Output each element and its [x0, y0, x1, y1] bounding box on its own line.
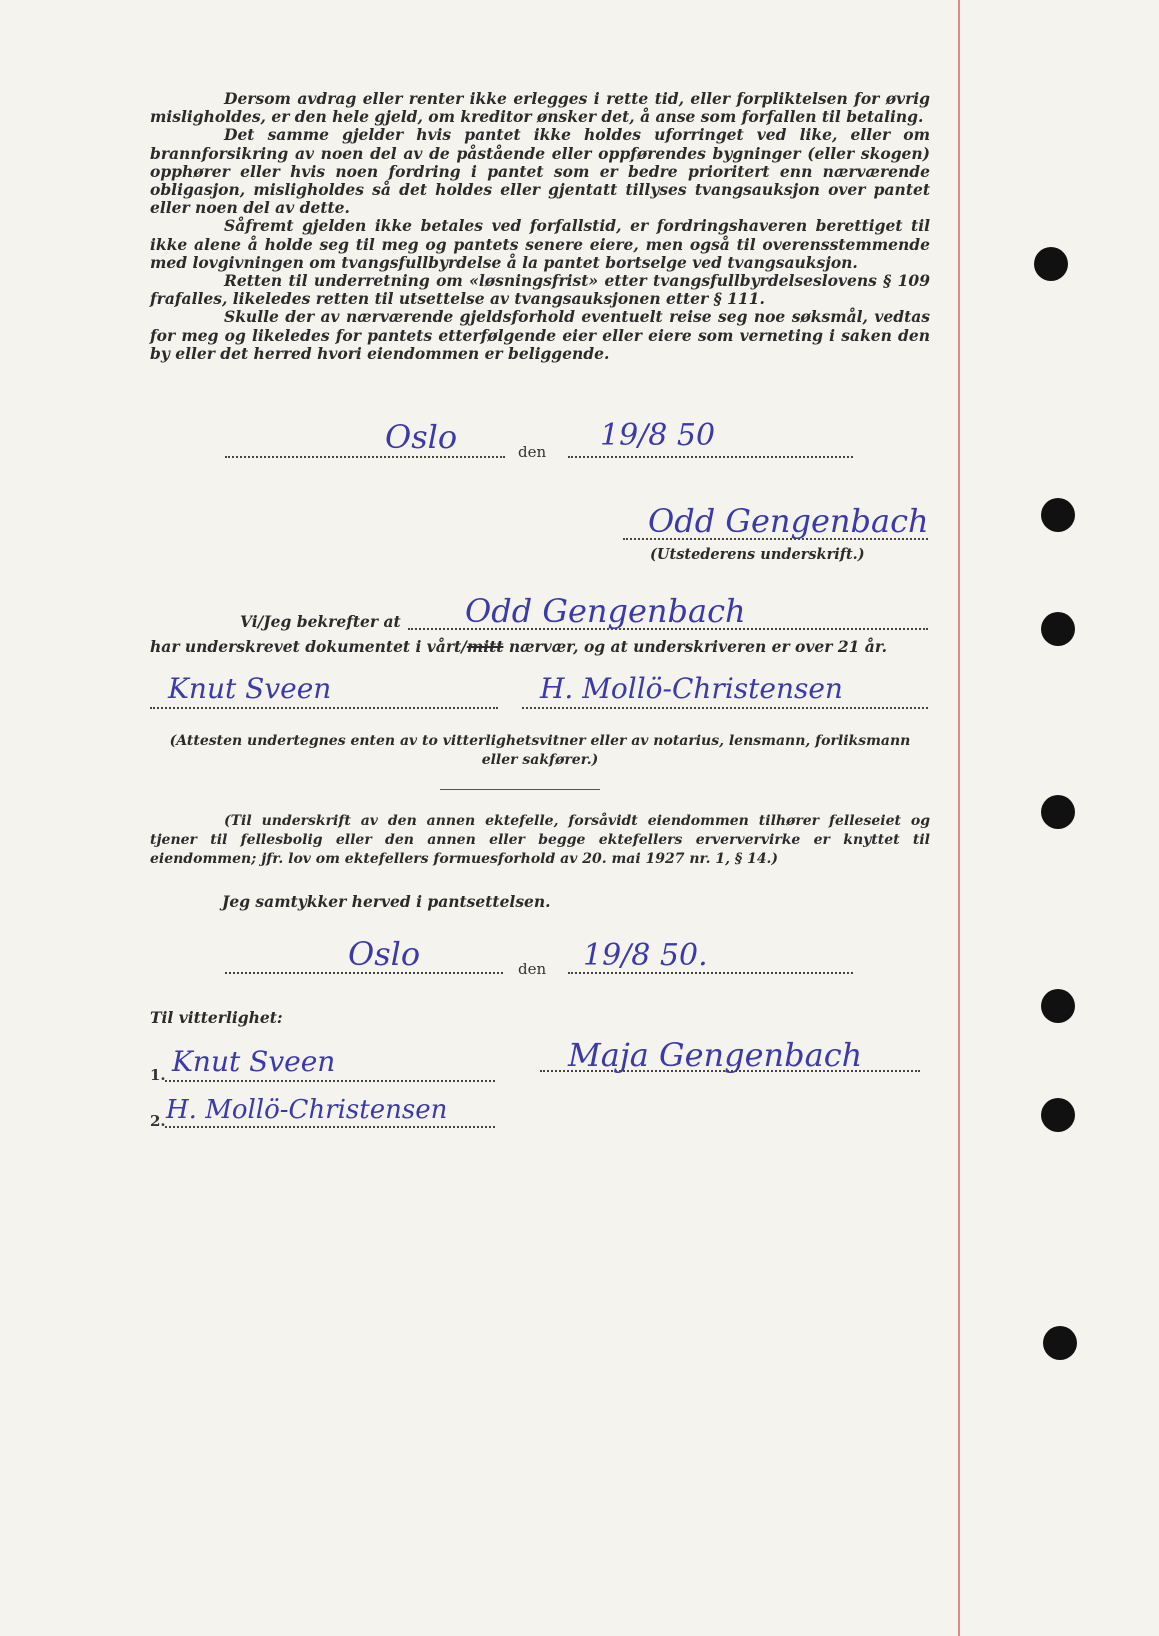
- punch-hole: [1034, 247, 1068, 281]
- statement-part: nærvær, og at underskriveren er over 21 år.: [503, 637, 887, 656]
- witness-number: 2.: [150, 1112, 166, 1130]
- issuer-signature-line: [623, 538, 928, 540]
- punch-hole: [1041, 1098, 1075, 1132]
- paragraph: Dersom avdrag eller renter ikke erlegges i rette tid, eller forpliktelsen for øvrig misligholdes, er den hele gjeld, om kreditor ønsker det, å anse som forfallen til betaling.: [150, 89, 930, 127]
- paragraph: Såfremt gjelden ikke betales ved forfallstid, er fordringshaveren berettiget til ikke alene å holde seg til meg og pantets senere eiere, men også til overensstemmende med lovgivningen om tvangsfullbyrdelse å la pantet bortselge ved tvangsauksjon.: [150, 216, 930, 272]
- paragraph: Skulle der av nærværende gjeldsforhold eventuelt reise seg noe søksmål, vedtas for meg og likeledes for pantets etterfølgende eier eller eiere som verneting i saken den by eller det herred hvori eiendommen er beliggende.: [150, 307, 930, 363]
- issuer-label: (Utstederens underskrift.): [650, 546, 865, 563]
- witness-1-line: [150, 707, 498, 709]
- attest-note: (Attesten undertegnes enten av to vitterlighetsvitner eller av notarius, lensmann, forliksmann eller sakfører.): [169, 733, 911, 768]
- place-handwritten: Oslo: [348, 935, 421, 973]
- witness-1-signature: Knut Sveen: [168, 672, 332, 705]
- punch-hole: [1041, 795, 1075, 829]
- witness-number: 1.: [150, 1066, 166, 1084]
- witness-2-signature: H. Mollö-Christensen: [166, 1095, 448, 1125]
- paragraph: Retten til underretning om «løsningsfrist» etter tvangsfullbyrdelseslovens § 109 frafalles, likeledes retten til utsettelse av tvangsauksjonen etter § 111.: [150, 271, 930, 309]
- date-handwritten: 19/8 50: [600, 418, 716, 453]
- witness-1-line: [165, 1080, 495, 1082]
- punch-hole: [1043, 1326, 1077, 1360]
- date-line: [568, 456, 853, 458]
- witnessing-heading: Til vitterlighet:: [150, 1008, 283, 1027]
- struck-word: mitt: [466, 637, 504, 656]
- paragraph: Det samme gjelder hvis pantet ikke holdes uforringet ved like, eller om brannforsikring av noen del av de påstående eller oppførendes bygninger (eller skogen) opphører eller hvis noen fordring i pantet som er bedre prioritert enn nærværende obligasjon, misligholdes så det holdes eller gjentatt tillyses tvangsauksjon over pantet eller noen del av dette.: [150, 125, 930, 218]
- spouse-signature: Maja Gengenbach: [568, 1036, 863, 1074]
- margin-line: [958, 0, 960, 1636]
- den-label: den: [518, 960, 547, 978]
- place-handwritten: Oslo: [385, 418, 458, 456]
- place-line: [225, 456, 505, 458]
- statement-part: har underskrevet dokumentet i vårt/: [150, 637, 467, 656]
- punch-hole: [1041, 989, 1075, 1023]
- spouse-note: (Til underskrift av den annen ektefelle, forsåvidt eiendommen tilhører felleseiet og tjener til fellesbolig eller den annen eller begge ektefellers erververvirke er knyttet til eiendommen; jfr. lov om ektefellers formuesforhold av 20. mai 1927 nr. 1, § 14.): [150, 813, 930, 867]
- terms-text: [150, 90, 930, 363]
- issuer-signature: Odd Gengenbach: [648, 502, 929, 540]
- date-handwritten: 19/8 50.: [583, 938, 708, 973]
- witness-1-signature: Knut Sveen: [172, 1045, 336, 1078]
- consent-text: Jeg samtykker herved i pantsettelsen.: [222, 892, 551, 911]
- punch-hole: [1041, 498, 1075, 532]
- confirmation-statement: [150, 637, 887, 656]
- confirmation-prefix: Vi/Jeg bekrefter at: [240, 612, 401, 631]
- punch-hole: [1041, 612, 1075, 646]
- divider: [440, 789, 600, 790]
- spouse-signature-line: [540, 1070, 920, 1072]
- confirmed-signer-handwritten: Odd Gengenbach: [465, 592, 746, 630]
- witness-2-signature: H. Mollö-Christensen: [540, 672, 843, 705]
- witness-2-line: [165, 1126, 495, 1128]
- witness-2-line: [522, 707, 928, 709]
- den-label: den: [518, 443, 547, 461]
